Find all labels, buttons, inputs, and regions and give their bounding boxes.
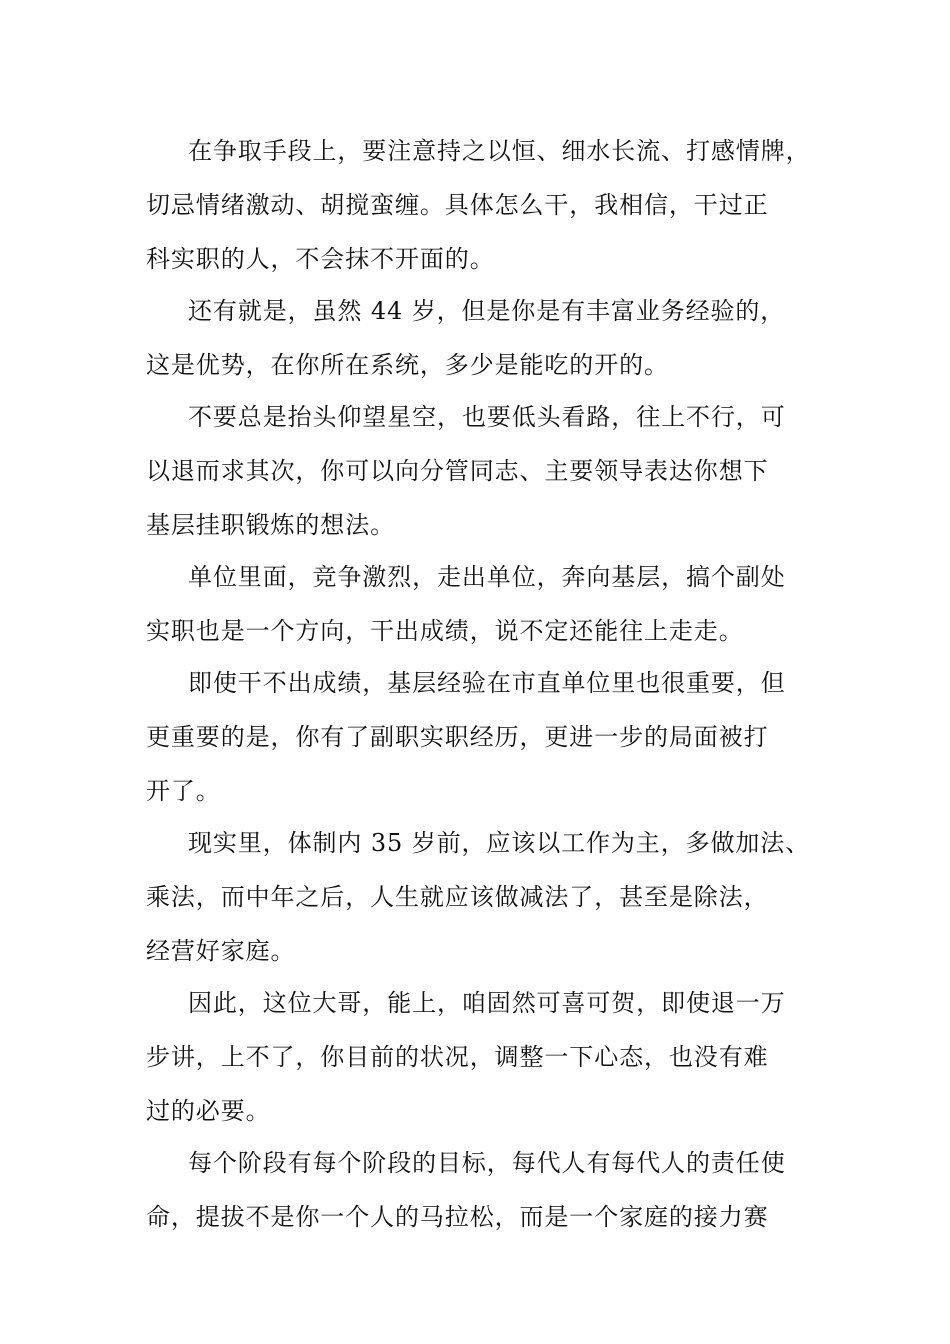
paragraph-line: 基层挂职锻炼的想法。 xyxy=(146,511,395,539)
paragraph-line: 开了。 xyxy=(146,777,221,805)
paragraph-line: 以退而求其次，你可以向分管同志、主要领导表达你想下 xyxy=(146,457,769,485)
paragraph-line: 步讲，上不了，你目前的状况，调整一下心态，也没有难 xyxy=(146,1043,769,1071)
paragraph-line: 单位里面，竞争激烈，走出单位，奔向基层，搞个副处 xyxy=(188,563,786,591)
paragraph-line: 现实里，体制内 35 岁前，应该以工作为主，多做加法、 xyxy=(188,829,811,857)
paragraph-6 xyxy=(146,816,836,978)
paragraph-8 xyxy=(146,1136,836,1244)
paragraph-line: 因此，这位大哥，能上，咱固然可喜可贺，即使退一万 xyxy=(188,989,786,1017)
paragraph-line: 实职也是一个方向，干出成绩，说不定还能往上走走。 xyxy=(146,617,744,645)
paragraph-line: 每个阶段有每个阶段的目标，每代人有每代人的责任使 xyxy=(188,1149,786,1177)
document-body xyxy=(146,124,836,1242)
paragraph-line: 科实职的人，不会抹不开面的。 xyxy=(146,245,495,273)
paragraph-line: 即使干不出成绩，基层经验在市直单位里也很重要，但 xyxy=(188,669,786,697)
paragraph-line: 乘法，而中年之后，人生就应该做减法了，甚至是除法， xyxy=(146,883,769,911)
paragraph-line: 这是优势，在你所在系统，多少是能吃的开的。 xyxy=(146,351,669,379)
paragraph-4 xyxy=(146,550,836,658)
paragraph-line: 切忌情绪激动、胡搅蛮缠。具体怎么干，我相信，干过正 xyxy=(146,191,769,219)
paragraph-line: 过的必要。 xyxy=(146,1097,271,1125)
paragraph-1 xyxy=(146,124,836,286)
paragraph-line: 不要总是抬头仰望星空，也要低头看路，往上不行，可 xyxy=(188,403,786,431)
paragraph-7 xyxy=(146,976,836,1138)
paragraph-line: 还有就是，虽然 44 岁，但是你是有丰富业务经验的， xyxy=(188,297,786,325)
paragraph-3 xyxy=(146,390,836,552)
paragraph-line: 命，提拔不是你一个人的马拉松，而是一个家庭的接力赛 xyxy=(146,1203,769,1231)
paragraph-line: 经营好家庭。 xyxy=(146,937,296,965)
paragraph-2 xyxy=(146,284,836,392)
paragraph-5 xyxy=(146,656,836,818)
paragraph-line: 更重要的是，你有了副职实职经历，更进一步的局面被打 xyxy=(146,723,769,751)
paragraph-line: 在争取手段上，要注意持之以恒、细水长流、打感情牌， xyxy=(188,137,811,165)
